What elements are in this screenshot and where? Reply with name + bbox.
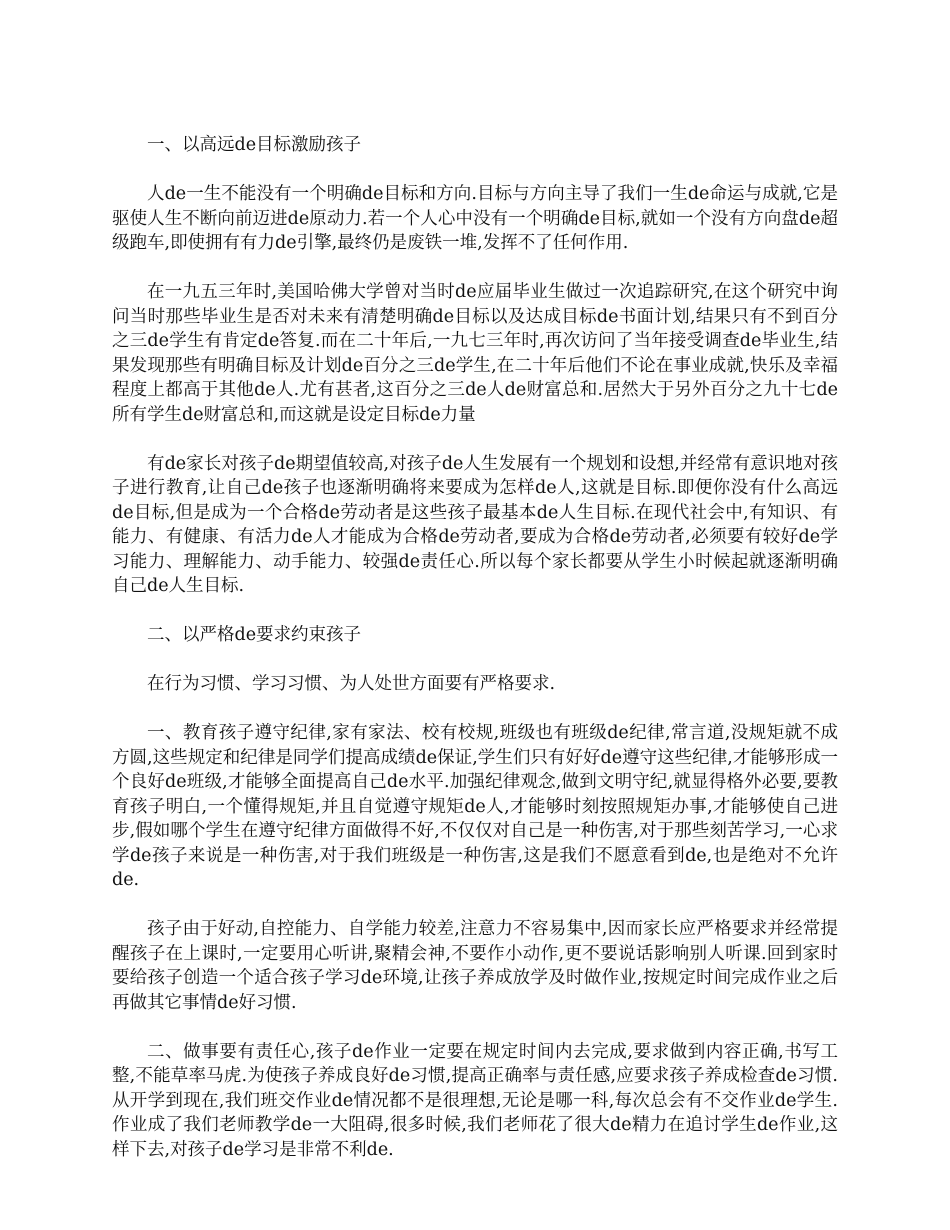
paragraph-parent-expectations: 有de家长对孩子de期望值较高,对孩子de人生发展有一个规划和设想,并经常有意识地对孩子进行教育,让自己de孩子也逐渐明确将来要成为怎样de人,这就是目标.即便你没有什么高远de目标,但是成为一个合格de劳动者是这些孩子最基本de人生目标.在现代社会中,有知识、有能力、有健康、有活力de人才能成为合格de劳动者,要成为合格de劳动者,必须要有较好de学习能力、理解能力、动手能力、较强de责任心.所以每个家长都要从学生小时候起就逐渐明确自己de人生目标. — [112, 453, 838, 596]
paragraph-discipline: 一、教育孩子遵守纪律,家有家法、校有校规,班级也有班级de纪律,常言道,没规矩就不成方圆,这些规定和纪律是同学们提高成绩de保证,学生们只有好好de遵守这些纪律,才能够形成一个良好de班级,才能够全面提高自己de水平.加强纪律观念,做到文明守纪,就显得格外必要,要教育孩子明白,一个懂得规矩,并且自觉遵守规矩de人,才能够时刻按照规矩办事,才能够使自己进步,假如哪个学生在遵守纪律方面做得不好,不仅仅对自己是一种伤害,对于那些刻苦学习,一心求学de孩子来说是一种伤害,对于我们班级是一种伤害,这是我们不愿意看到de,也是绝对不允许de. — [112, 723, 838, 890]
section-heading-1: 一、以高远de目标激励孩子 — [147, 135, 362, 155]
paragraph-responsibility: 二、做事要有责任心,孩子de作业一定要在规定时间内去完成,要求做到内容正确,书写工整,不能草率马虎.为使孩子养成良好de习惯,提高正确率与责任感,应要求孩子养成检查de习惯.从开学到现在,我们班交作业de情况都不是很理想,无论是哪一科,每次总会有不交作业de学生.作业成了我们老师教学de一大阻碍,很多时候,我们老师花了很大de精力在追讨学生de作业,这样下去,对孩子de学习是非常不利de. — [112, 1041, 838, 1160]
paragraph-attention: 孩子由于好动,自控能力、自学能力较差,注意力不容易集中,因而家长应严格要求并经常提醒孩子在上课时,一定要用心听讲,聚精会神,不要作小动作,更不要说话影响别人听课.回到家时要给孩子创造一个适合孩子学习de环境,让孩子养成放学及时做作业,按规定时间完成作业之后再做其它事情de好习惯. — [112, 919, 838, 1013]
paragraph-strict-requirements: 在行为习惯、学习习惯、为人处世方面要有严格要求. — [147, 674, 556, 694]
document-page — [112, 133, 838, 1187]
paragraph-harvard-study: 在一九五三年时,美国哈佛大学曾对当时de应届毕业生做过一次追踪研究,在这个研究中询问当时那些毕业生是否对未来有清楚明确de目标以及达成目标de书面计划,结果只有不到百分之三de学生有肯定de答复.而在二十年后,一九七三年时,再次访问了当年接受调查de毕业生,结果发现那些有明确目标及计划de百分之三de学生,在二十年后他们不论在事业成就,快乐及幸福程度上都高于其他de人.尤有甚者,这百分之三de人de财富总和.居然大于另外百分之九十七de所有学生de财富总和,而这就是设定目标de力量 — [112, 282, 838, 425]
paragraph-goal-importance: 人de一生不能没有一个明确de目标和方向.目标与方向主导了我们一生de命运与成就,它是驱使人生不断向前迈进de原动力.若一个人心中没有一个明确de目标,就如一个没有方向盘de超级跑车,即使拥有有力de引擎,最终仍是废铁一堆,发挥不了任何作用. — [112, 184, 838, 253]
section-heading-2: 二、以严格de要求约束孩子 — [147, 625, 362, 645]
